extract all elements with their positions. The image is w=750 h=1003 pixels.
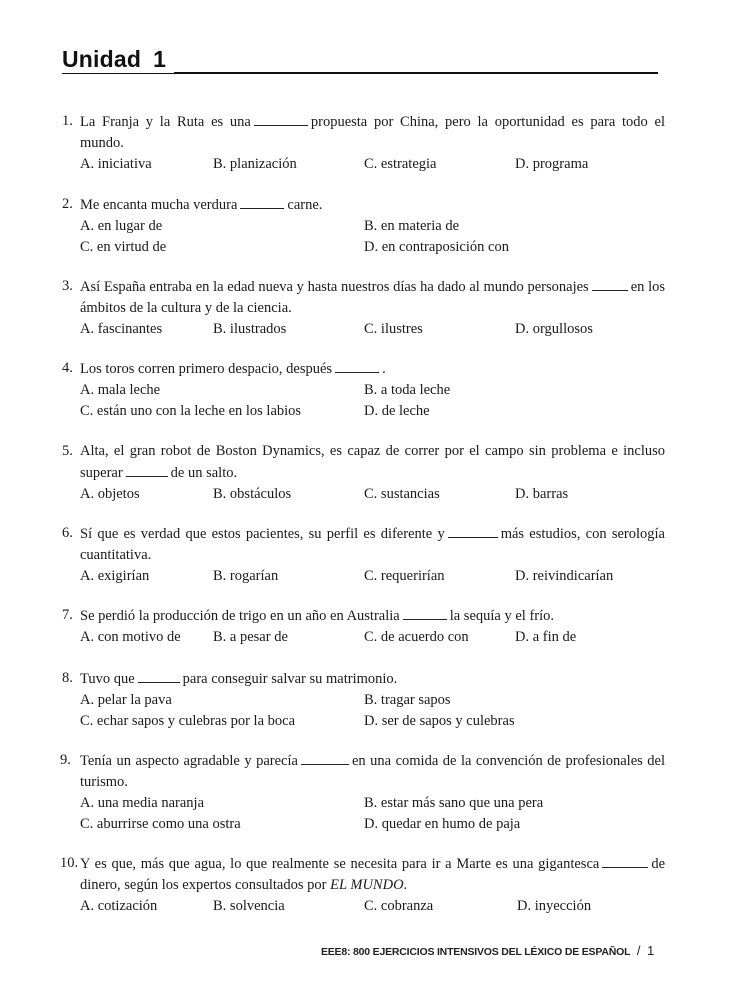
option-a: A. una media naranja — [80, 795, 205, 811]
unit-title — [62, 46, 174, 73]
question-6 — [60, 523, 665, 587]
options-row — [80, 793, 665, 814]
question-8 — [60, 668, 665, 732]
question-number: 7. — [62, 607, 73, 623]
options-row — [80, 566, 665, 587]
option-a: A. con motivo de — [80, 629, 181, 645]
question-4 — [60, 358, 665, 422]
option-b: B. en materia de — [364, 218, 460, 234]
question-text: 8. Tuvo que para conseguir salvar su matrimonio. — [62, 670, 398, 687]
question-9 — [60, 750, 665, 835]
option-a: A. en lugar de — [80, 218, 163, 234]
option-b: B. tragar sapos — [364, 692, 451, 708]
option-c: C. ilustres — [364, 321, 423, 337]
option-d: D. orgullosos — [515, 321, 593, 337]
question-text: 3. Así España entraba en la edad nueva y hasta nuestros días ha dado al mundo personajes en los ámbitos de la cultura y de la ciencia. — [62, 278, 665, 316]
question-10 — [60, 853, 665, 917]
answer-blank — [592, 276, 628, 291]
question-number: 8. — [62, 670, 73, 686]
answer-blank — [335, 358, 379, 373]
options-row — [80, 237, 665, 258]
option-c: C. sustancias — [364, 486, 440, 502]
option-c: C. de acuerdo con — [364, 629, 469, 645]
option-a: A. cotización — [80, 898, 158, 914]
options-row — [80, 690, 665, 711]
question-number: 6. — [62, 525, 73, 541]
question-number: 5. — [62, 443, 73, 459]
option-d: D. en contraposición con — [364, 239, 509, 255]
question-1 — [60, 111, 665, 175]
option-b: B. estar más sano que una pera — [364, 795, 544, 811]
option-a: A. pelar la pava — [80, 692, 172, 708]
question-number: 2. — [62, 196, 73, 212]
question-text: 7. Se perdió la producción de trigo en un año en Australia la sequía y el frío. — [62, 607, 555, 624]
answer-blank — [240, 194, 284, 209]
newspaper-name: EL MUNDO — [330, 877, 404, 893]
question-text: 6. Sí que es verdad que estos pacientes, su perfil es diferente y más estudios, con serología cuantitativa. — [62, 525, 665, 563]
options-row — [80, 484, 665, 505]
option-d: D. a fin de — [515, 629, 577, 645]
options-row — [80, 627, 665, 648]
option-c: C. cobranza — [364, 898, 434, 914]
question-text: 10. Y es que, más que agua, lo que realmente se necesita para ir a Marte es una gigantesca de dinero, según los expertos consultados por EL MUNDO. — [60, 855, 665, 893]
page-number: 1 — [646, 943, 654, 958]
option-c: C. aburrirse como una ostra — [80, 816, 241, 832]
question-7 — [60, 605, 665, 648]
question-text: 2. Me encanta mucha verdura carne. — [62, 196, 323, 213]
footer-book-title: EEE8: 800 EJERCICIOS INTENSIVOS DEL LÉXICO DE ESPAÑOL — [320, 946, 631, 958]
question-text: 5. Alta, el gran robot de Boston Dynamics, es capaz de correr por el campo sin problema e incluso superar de un salto. — [62, 443, 665, 481]
question-number: 1. — [62, 113, 73, 129]
answer-blank — [403, 605, 447, 620]
option-b: B. a pesar de — [213, 629, 288, 645]
option-c: C. requerirían — [364, 568, 445, 584]
question-number: 9. — [60, 752, 71, 768]
question-number: 10. — [60, 855, 79, 871]
page-footer — [321, 943, 654, 958]
option-b: B. a toda leche — [364, 382, 451, 398]
options-row — [80, 380, 665, 401]
answer-blank — [301, 750, 349, 765]
option-c: C. estrategia — [364, 156, 437, 172]
option-a: A. objetos — [80, 486, 140, 502]
options-row — [80, 401, 665, 422]
question-text: 9. Tenía un aspecto agradable y parecía en una comida de la convención de profesionales del turismo. — [60, 752, 665, 790]
answer-blank — [126, 462, 168, 477]
option-d: D. ser de sapos y culebras — [364, 713, 515, 729]
unit-label: Unidad — [62, 46, 142, 72]
option-a: A. iniciativa — [80, 156, 152, 172]
question-text: 4. Los toros corren primero despacio, después . — [62, 360, 386, 377]
option-b: B. ilustrados — [213, 321, 287, 337]
question-number: 4. — [62, 360, 73, 376]
option-d: D. reivindicarían — [515, 568, 614, 584]
question-3 — [60, 276, 665, 340]
question-2 — [60, 194, 665, 258]
option-a: A. fascinantes — [80, 321, 163, 337]
option-c: C. echar sapos y culebras por la boca — [80, 713, 296, 729]
answer-blank — [602, 853, 648, 868]
option-b: B. rogarían — [213, 568, 279, 584]
option-b: B. planización — [213, 156, 297, 172]
option-a: A. mala leche — [80, 382, 161, 398]
option-a: A. exigirían — [80, 568, 150, 584]
answer-blank — [254, 111, 308, 126]
options-row — [80, 319, 665, 340]
option-d: D. inyección — [517, 898, 592, 914]
option-d: D. programa — [515, 156, 589, 172]
question-text: 1. La Franja y la Ruta es una propuesta por China, pero la oportunidad es para todo el mundo. — [62, 113, 665, 151]
option-b: B. obstáculos — [213, 486, 292, 502]
option-d: D. barras — [515, 486, 569, 502]
unit-number: 1 — [153, 46, 167, 72]
options-row — [80, 814, 665, 835]
answer-blank — [448, 523, 498, 538]
footer-separator: / — [636, 943, 641, 958]
options-row — [80, 216, 665, 237]
answer-blank — [138, 668, 180, 683]
options-row — [80, 896, 665, 917]
question-5 — [60, 441, 665, 505]
option-d: D. de leche — [364, 403, 430, 419]
options-row — [80, 711, 665, 732]
unit-header — [62, 42, 658, 74]
option-b: B. solvencia — [213, 898, 285, 914]
option-c: C. en virtud de — [80, 239, 167, 255]
options-row — [80, 154, 665, 175]
question-number: 3. — [62, 278, 73, 294]
option-c: C. están uno con la leche en los labios — [80, 403, 302, 419]
option-d: D. quedar en humo de paja — [364, 816, 521, 832]
